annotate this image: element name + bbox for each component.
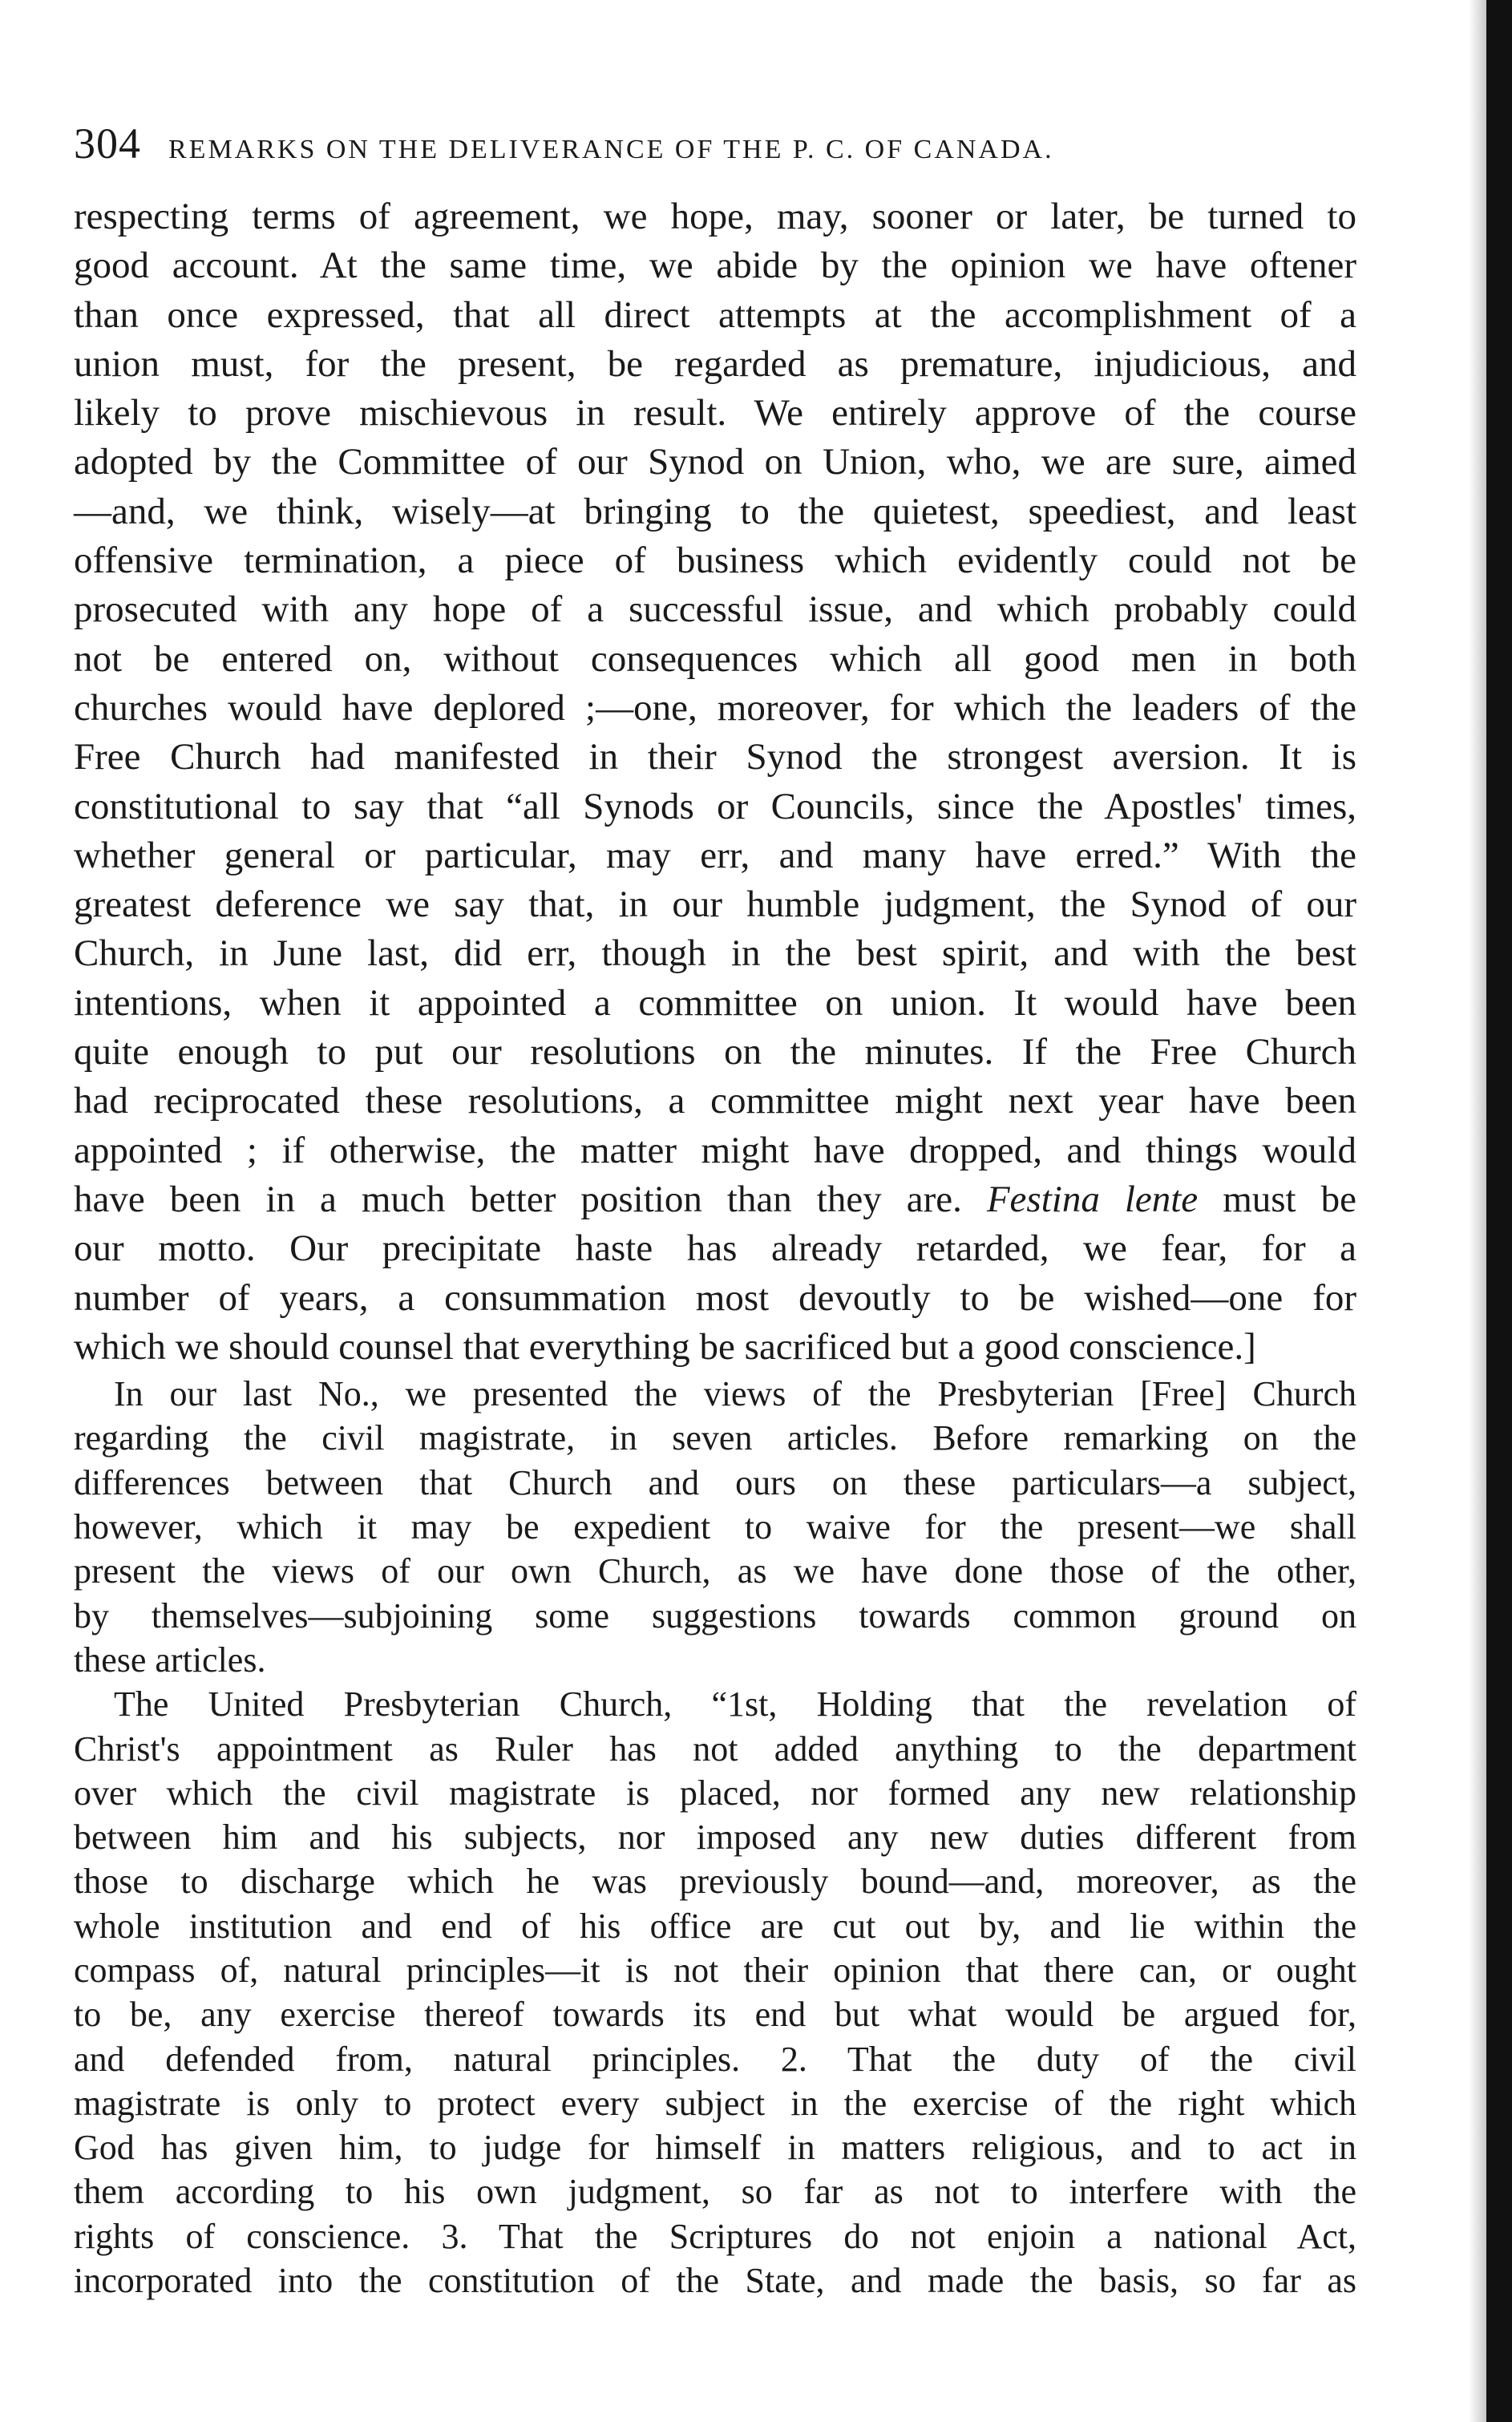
running-head-title: REMARKS ON THE DELIVERANCE OF THE P. C. OF CANADA. (168, 135, 1054, 164)
latin-phrase: Festina lente (986, 1178, 1199, 1220)
text-line: to be, any exercise thereof towards its end but what would be argued for, (74, 1995, 1356, 2035)
text-line: greatest deference we say that, in our humble judgment, the Synod of our (74, 883, 1356, 926)
text-line: In our last No., we presented the views of the Presbyterian [Free] Church (114, 1374, 1356, 1414)
text-line: between him and his subjects, nor imposed any new duties different from (74, 1818, 1356, 1858)
text-line: God has given him, to judge for himself in matters religious, and to act in (74, 2128, 1356, 2168)
text-line: number of years, a consummation most devoutly to be wished—one for (74, 1276, 1356, 1319)
text-line: them according to his own judgment, so far as not to interfere with the (74, 2172, 1356, 2212)
text-line: intentions, when it appointed a committee on union. It would have been (74, 981, 1356, 1024)
text-line: Christ's appointment as Ruler has not added anything to the department (74, 1729, 1356, 1769)
text-line: —and, we think, wisely—at bringing to the quietest, speediest, and least (74, 490, 1356, 532)
text-line: whole institution and end of his office are cut out by, and lie within the (74, 1906, 1356, 1946)
binding-edge (1486, 0, 1512, 2422)
text-line: however, which it may be expedient to waive for the present—we shall (74, 1507, 1356, 1547)
text-line: churches would have deplored ;—one, moreover, for which the leaders of the (74, 686, 1356, 729)
text-line: magistrate is only to protect every subject in the exercise of the right which (74, 2083, 1356, 2123)
text-line: likely to prove mischievous in result. We entirely approve of the course (74, 392, 1356, 435)
text-line: which we should counsel that everything be sacrificed but a good conscience.] (74, 1325, 1256, 1368)
text-line: quite enough to put our resolutions on the minutes. If the Free Church (74, 1031, 1356, 1074)
page-number: 304 (74, 119, 141, 168)
text-line: over which the civil magistrate is placed, nor formed any new relationship (74, 1773, 1356, 1813)
text-line: and defended from, natural principles. 2. That the duty of the civil (74, 2039, 1356, 2079)
text-line: Free Church had manifested in their Synod the strongest aversion. It is (74, 736, 1356, 778)
text-line: adopted by the Committee of our Synod on Union, who, we are sure, aimed (74, 441, 1356, 483)
text-line: incorporated into the constitution of the State, and made the basis, so far as (74, 2261, 1356, 2301)
text-line: constitutional to say that “all Synods or Councils, since the Apostles' times, (74, 785, 1356, 827)
text-line: these articles. (74, 1640, 266, 1680)
text-line: good account. At the same time, we abide by the opinion we have oftener (74, 245, 1356, 287)
text-line: present the views of our own Church, as we have done those of the other, (74, 1551, 1356, 1591)
text-line: regarding the civil magistrate, in seven articles. Before remarking on the (74, 1418, 1356, 1458)
text-line: compass of, natural principles—it is not their opinion that there can, or ought (74, 1950, 1356, 1990)
text-line: have been in a much better position than they are. Festina lente must be (74, 1178, 1356, 1220)
text-line: whether general or particular, may err, and many have erred.” With the (74, 834, 1356, 876)
text-line: respecting terms of agreement, we hope, may, sooner or later, be turned to (74, 196, 1356, 237)
text-line: prosecuted with any hope of a successful issue, and which probably could (74, 588, 1356, 631)
text-line: had reciprocated these resolutions, a committee might next year have been (74, 1080, 1356, 1122)
text-line: appointed ; if otherwise, the matter might have dropped, and things would (74, 1129, 1356, 1171)
text-line: The United Presbyterian Church, “1st, Holding that the revelation of (114, 1684, 1356, 1725)
binding-shadow (1469, 0, 1486, 2422)
text-line: by themselves—subjoining some suggestions towards common ground on (74, 1595, 1356, 1636)
text-line: offensive termination, a piece of business which evidently could not be (74, 540, 1356, 582)
text-line: differences between that Church and ours on these particulars—a subject, (74, 1462, 1356, 1502)
text-line: Church, in June last, did err, though in the best spirit, and with the best (74, 932, 1356, 975)
text-line: not be entered on, without consequences which all good men in both (74, 637, 1356, 680)
text-line: those to discharge which he was previously bound—and, moreover, as the (74, 1862, 1356, 1902)
text-line: rights of conscience. 3. That the Scriptures do not enjoin a national Act, (74, 2216, 1356, 2256)
body-text (74, 192, 1356, 2303)
text-line: our motto. Our precipitate haste has already retarded, we fear, for a (74, 1227, 1356, 1270)
text-line: than once expressed, that all direct attempts at the accomplishment of a (74, 293, 1356, 336)
text-line: union must, for the present, be regarded as premature, injudicious, and (74, 342, 1356, 385)
running-head (74, 119, 1356, 175)
